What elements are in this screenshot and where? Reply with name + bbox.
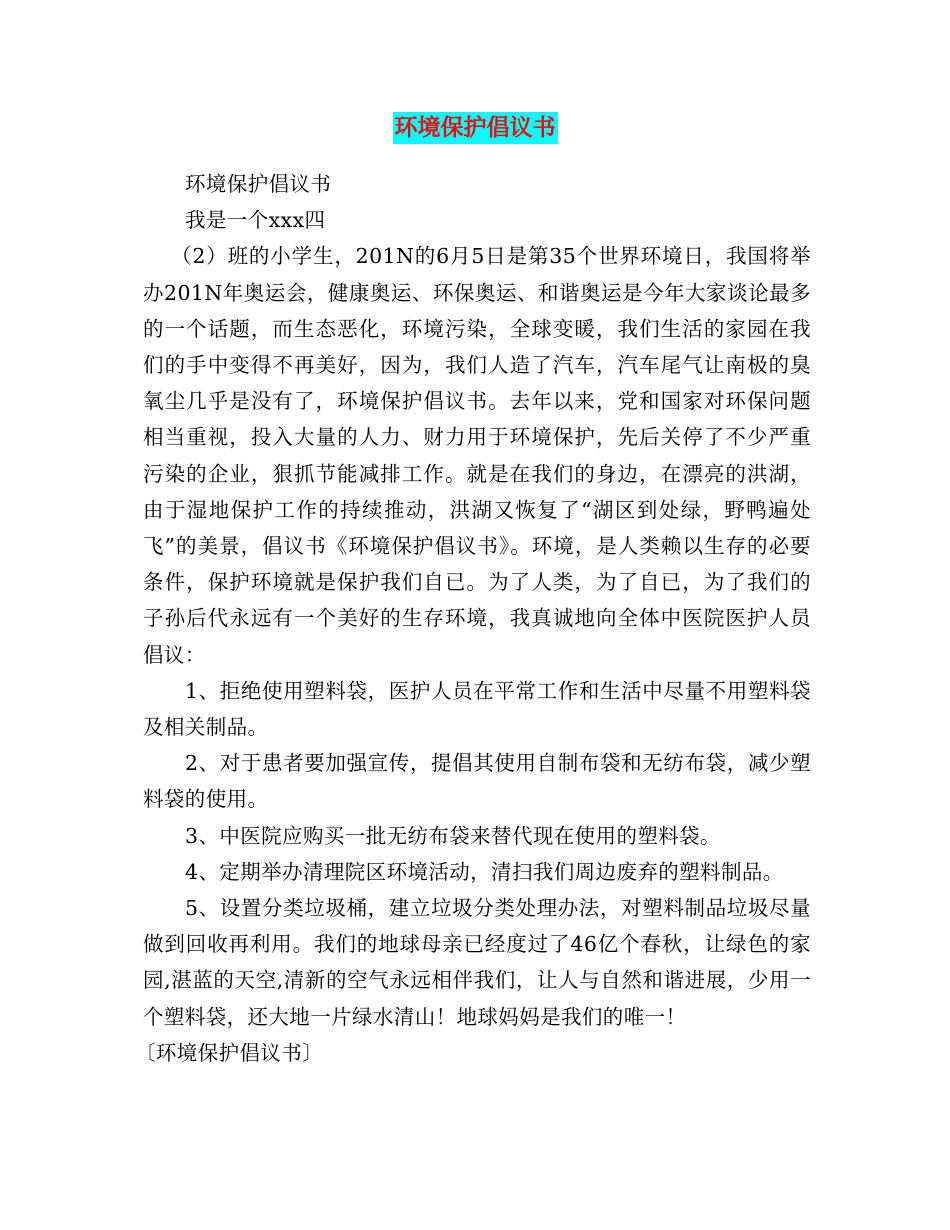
intro-line: 我是一个xxx四 bbox=[185, 208, 326, 233]
proposal-item-3: 3、中医院应购买一批无纺布袋来替代现在使用的塑料袋。 bbox=[185, 823, 721, 848]
proposal-item-4: 4、定期举办清理院区环境活动，清扫我们周边废弃的塑料制品。 bbox=[185, 859, 784, 884]
proposal-item-1: 1、拒绝使用塑料袋，医护人员在平常工作和生活中尽量不用塑料袋及相关制品。 bbox=[143, 678, 811, 740]
subtitle-line: 环境保护倡议书 bbox=[185, 172, 332, 196]
closing-line: 〔环境保护倡议书〕 bbox=[135, 1040, 324, 1065]
title-container bbox=[0, 112, 950, 144]
proposal-item-2: 2、对于患者要加强宣传，提倡其使用自制布袋和无纺布袋，减少塑料袋的使用。 bbox=[143, 751, 811, 812]
proposal-item-5: 5、设置分类垃圾桶，建立垃圾分类处理办法，对塑料制品垃圾尽量做到回收再利用。我们的地球母亲已经度过了46亿个春秋，让绿色的家园,湛蓝的天空,清新的空气永远相伴我们，让人与自然和谐进展，少用一个塑料袋，还大地一片绿水清山！地球妈妈是我们的唯一！ bbox=[143, 896, 811, 1029]
main-paragraph: （2）班的小学生，201N的6月5日是第35个世界环境日，我国将举办201N年奥运会，健康奥运、环保奥运、和谐奥运是今年大家谈论最多的一个话题，而生态恶化，环境污染，全球变暖，我们生活的家园在我们的手中变得不再美好，因为，我们人造了汽车，汽车尾气让南极的臭氧尘几乎是没有了，环境保护倡议书。去年以来，党和国家对环保问题相当重视，投入大量的人力、财力用于环境保护，先后关停了不少严重污染的企业，狠抓节能减排工作。就是在我们的身边，在漂亮的洪湖，由于湿地保护工作的持续推动，洪湖又恢复了“湖区到处绿，野鸭遍处飞”的美景，倡议书《环境保护倡议书》。环境，是人类赖以生存的必要条件，保护环境就是保护我们自已。为了人类，为了自已，为了我们的子孙后代永远有一个美好的生存环境，我真诚地向全体中医院医护人员倡议： bbox=[143, 244, 811, 667]
document-body bbox=[135, 166, 811, 1071]
document-title: 环境保护倡议书 bbox=[393, 112, 558, 144]
